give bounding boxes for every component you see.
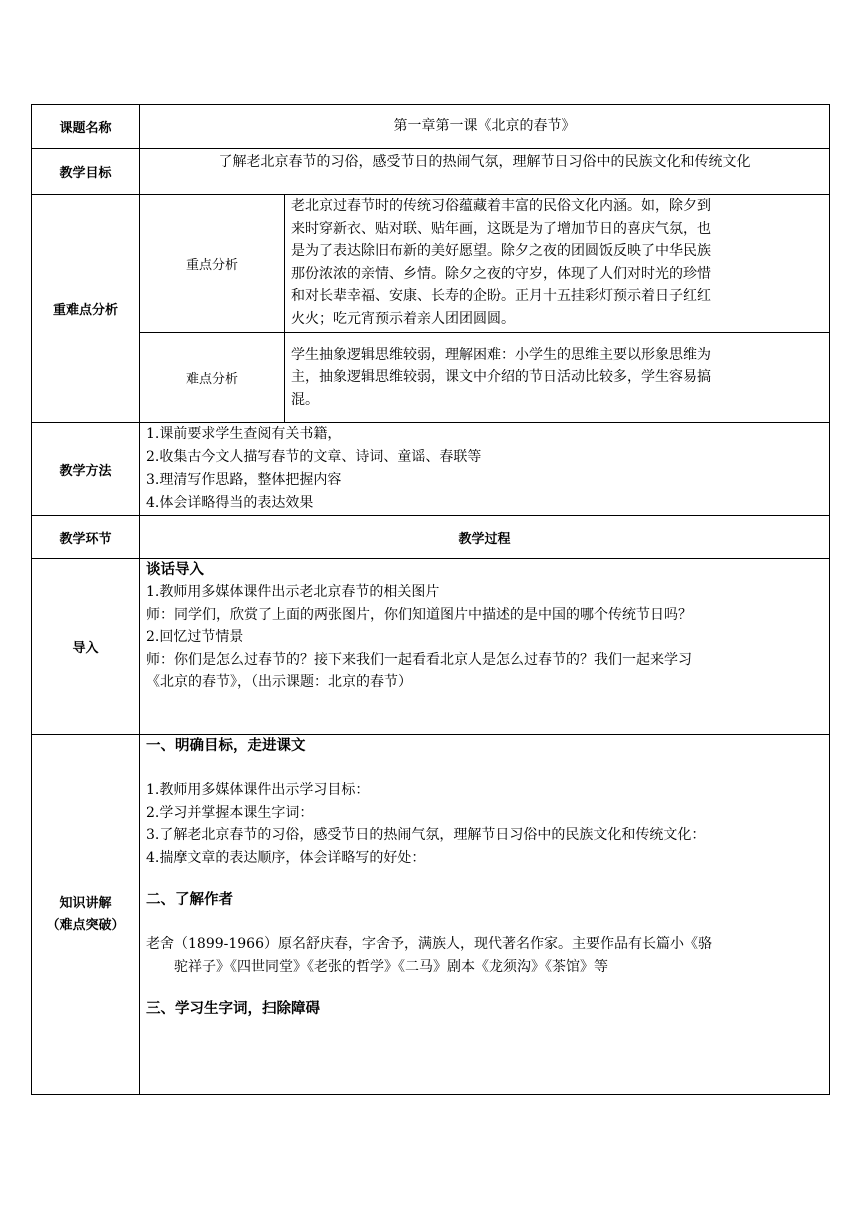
method-list [140, 423, 830, 516]
method-item: 4.体会详略得当的表达效果 [146, 495, 314, 511]
knowledge-sublabel: （难点突破） [46, 917, 125, 933]
knowledge-label: 知识讲解 [59, 895, 112, 911]
knowledge-content [140, 735, 830, 1095]
section-heading-goals: 一、明确目标，走进课文 [146, 738, 306, 754]
knowledge-label-cell [32, 735, 140, 1095]
method-label: 教学方法 [32, 423, 140, 516]
analysis-label: 重难点分析 [32, 195, 140, 423]
row-knowledge [32, 735, 830, 1095]
row-difficult-analysis [32, 333, 830, 423]
intro-line: 2.回忆过节情景 [146, 629, 244, 645]
key-analysis-line: 是为了表达除旧布新的美好愿望。除夕之夜的团圆饭反映了中华民族 [291, 243, 711, 259]
spacer [146, 757, 823, 779]
goal-item: 1.教师用多媒体课件出示学习目标： [146, 782, 370, 798]
key-analysis-line: 那份浓浓的亲情、乡情。除夕之夜的守岁，体现了人们对时光的珍惜 [291, 265, 711, 282]
method-item: 2.收集古今文人描写春节的文章、诗词、童谣、春联等 [146, 449, 482, 465]
stage-label: 教学环节 [32, 516, 140, 559]
spacer [146, 978, 823, 998]
key-analysis-line: 老北京过春节时的传统习俗蕴藏着丰富的民俗文化内涵。如，除夕到 [291, 198, 711, 214]
goal-label: 教学目标 [32, 149, 140, 195]
intro-line: 《北京的春节》，（出示课题：北京的春节） [146, 674, 412, 690]
row-method [32, 423, 830, 516]
goal-value: 了解老北京春节的习俗，感受节日的热闹气氛，理解节日习俗中的民族文化和传统文化 [140, 149, 830, 195]
key-analysis-line: 火火；吃元宵预示着亲人团团圆圆。 [291, 310, 515, 327]
intro-label: 导入 [32, 559, 140, 735]
section-heading-author: 二、了解作者 [146, 892, 233, 908]
difficult-analysis-line: 主，抽象逻辑思维较弱，课文中介绍的节日活动比较多，学生容易搞 [291, 369, 711, 386]
row-intro [32, 559, 830, 735]
lesson-plan-table [31, 104, 830, 1095]
goal-item: 4.揣摩文章的表达顺序，体会详略写的好处： [146, 849, 426, 866]
key-analysis-line: 和对长辈幸福、安康、长寿的企盼。正月十五挂彩灯预示着日子红红 [291, 288, 711, 304]
author-line: 驼祥子》《四世同堂》《老张的哲学》《二马》剧本《龙须沟》《茶馆》等 [174, 958, 608, 975]
difficult-analysis-label: 难点分析 [140, 333, 285, 423]
method-item: 1.课前要求学生查阅有关书籍， [146, 426, 342, 442]
difficult-analysis-line: 学生抽象逻辑思维较弱，理解困难：小学生的思维主要以形象思维为 [291, 346, 711, 363]
intro-heading: 谈话导入 [146, 562, 204, 578]
goal-item: 2.学习并掌握本课生字词： [146, 804, 314, 821]
intro-line: 1.教师用多媒体课件出示老北京春节的相关图片 [146, 584, 440, 600]
process-header: 教学过程 [140, 516, 830, 559]
row-title [32, 105, 830, 149]
row-goal [32, 149, 830, 195]
spacer [146, 911, 823, 933]
difficult-analysis-text [285, 333, 830, 423]
difficult-analysis-line: 混。 [291, 391, 319, 408]
intro-line: 师：同学们，欣赏了上面的两张图片，你们知道图片中描述的是中国的哪个传统节日吗？ [146, 606, 692, 623]
key-analysis-text [285, 195, 830, 333]
spacer [146, 869, 823, 889]
method-item: 3.理清写作思路，整体把握内容 [146, 472, 342, 488]
row-stage [32, 516, 830, 559]
key-analysis-label: 重点分析 [140, 195, 285, 333]
intro-content [140, 559, 830, 735]
row-key-analysis [32, 195, 830, 333]
goal-item: 3.了解老北京春节的习俗，感受节日的热闹气氛，理解节日习俗中的民族文化和传统文化： [146, 827, 706, 843]
title-value: 第一章第一课《北京的春节》 [140, 105, 830, 149]
author-line: 老舍（1899-1966）原名舒庆春，字舍予，满族人，现代著名作家。主要作品有长篇小《骆 [146, 936, 712, 952]
key-analysis-line: 来时穿新衣、贴对联、贴年画，这既是为了增加节日的喜庆气氛，也 [291, 220, 711, 237]
section-heading-vocabulary: 三、学习生字词，扫除障碍 [146, 1001, 320, 1017]
title-label: 课题名称 [32, 105, 140, 149]
intro-line: 师：你们是怎么过春节的？接下来我们一起看看北京人是怎么过春节的？我们一起来学习 [146, 651, 692, 668]
